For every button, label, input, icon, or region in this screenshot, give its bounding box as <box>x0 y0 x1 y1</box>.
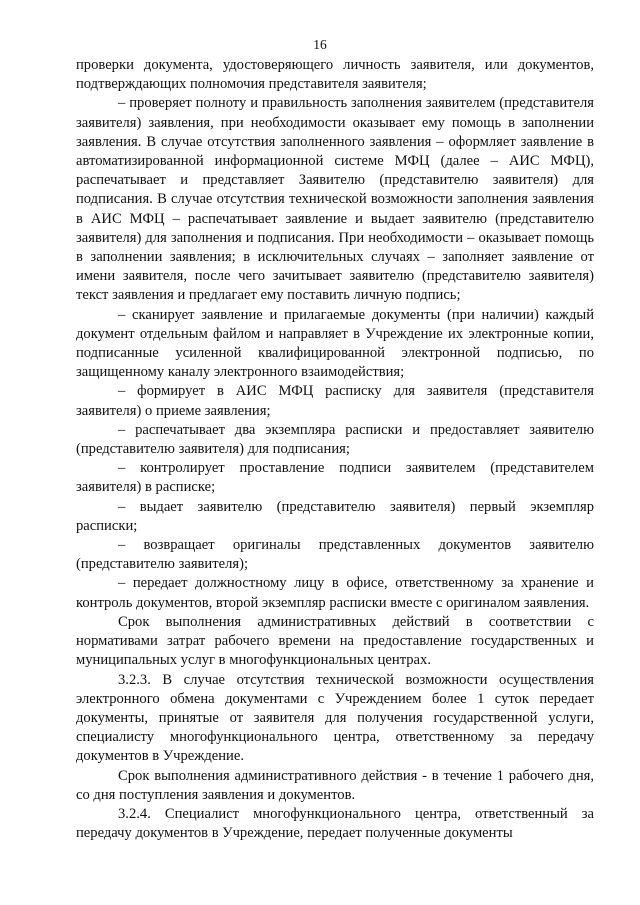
paragraph-section-3-2-3: 3.2.3. В случае отсутствия технической возможности осуществления электронного обмена документами с Учреждением более 1 суток передает документы, принятые от заявителя для получения государственной услуги, специалисту многофункционального центра, ответственному за передачу документов в Учреждение. <box>76 671 594 765</box>
paragraph-deadline: Срок выполнения административных действий в соответствии с нормативами затрат рабочего времени на предоставление государственных и муниципальных услуг в многофункциональных центрах. <box>76 613 594 669</box>
list-item-print-receipt: – распечатывает два экземпляра расписки и предоставляет заявителю (представителю заявителя) для подписания; <box>76 421 594 458</box>
page-number: 16 <box>313 37 327 52</box>
list-item-return-originals: – возвращает оригиналы представленных документов заявителю (представителю заявителя); <box>76 537 594 573</box>
list-item-transfer-documents: – передает должностному лицу в офисе, ответственному за хранение и контроль документов, второй экземпляр расписки вместе с оригиналом заявления. <box>76 575 594 611</box>
list-item-issue-receipt: – выдает заявителю (представителю заявителя) первый экземпляр расписки; <box>76 498 594 534</box>
list-item-form-receipt: – формирует в АИС МФЦ расписку для заявителя (представителя заявителя) о приеме заявления; <box>76 383 594 419</box>
paragraph-deadline-working-day: Срок выполнения административного действия - в течение 1 рабочего дня, со дня поступления заявления и документов. <box>76 767 594 803</box>
list-item-scan-documents: – сканирует заявление и прилагаемые документы (при наличии) каждый документ отдельным файлом и направляет в Учреждение их электронные копии, подписанные усиленной квалифицированной электронной подписью, по защищенному каналу электронного взаимодействия; <box>76 306 594 381</box>
paragraph-continuation: проверки документа, удостоверяющего личность заявителя, или документов, подтверждающих полномочия представителя заявителя; <box>76 57 594 93</box>
list-item-control-signature: – контролирует проставление подписи заявителем (представителем заявителя) в расписке; <box>76 460 594 496</box>
paragraph-section-3-2-4: 3.2.4. Специалист многофункционального центра, ответственный за передачу документов в Учреждение, передает полученные документы <box>76 805 594 842</box>
list-item-check-application: – проверяет полноту и правильность заполнения заявителем (представителя заявителя) заявления, при необходимости оказывает ему помощь в заполнении заявления. В случае отсутствия заполненного заявления – оформляет заявление в автоматизированной информационной системе МФЦ (далее – АИС МФЦ), распечатывает и представляет Заявителю (представителю заявителя) для подписания. В случае отсутствия технической возможности заполнения заявления в АИС МФЦ – распечатывает заявление и выдает заявителю (представителю заявителя) для заполнения и подписания. При необходимости – оказывает помощь в заполнении заявления; в исключительных случаях – заполняет заявление от имени заявителя, после чего зачитывает заявителю (представителю заявителя) текст заявления и предлагает ему поставить личную подпись; <box>76 95 594 304</box>
document-body <box>76 56 594 843</box>
